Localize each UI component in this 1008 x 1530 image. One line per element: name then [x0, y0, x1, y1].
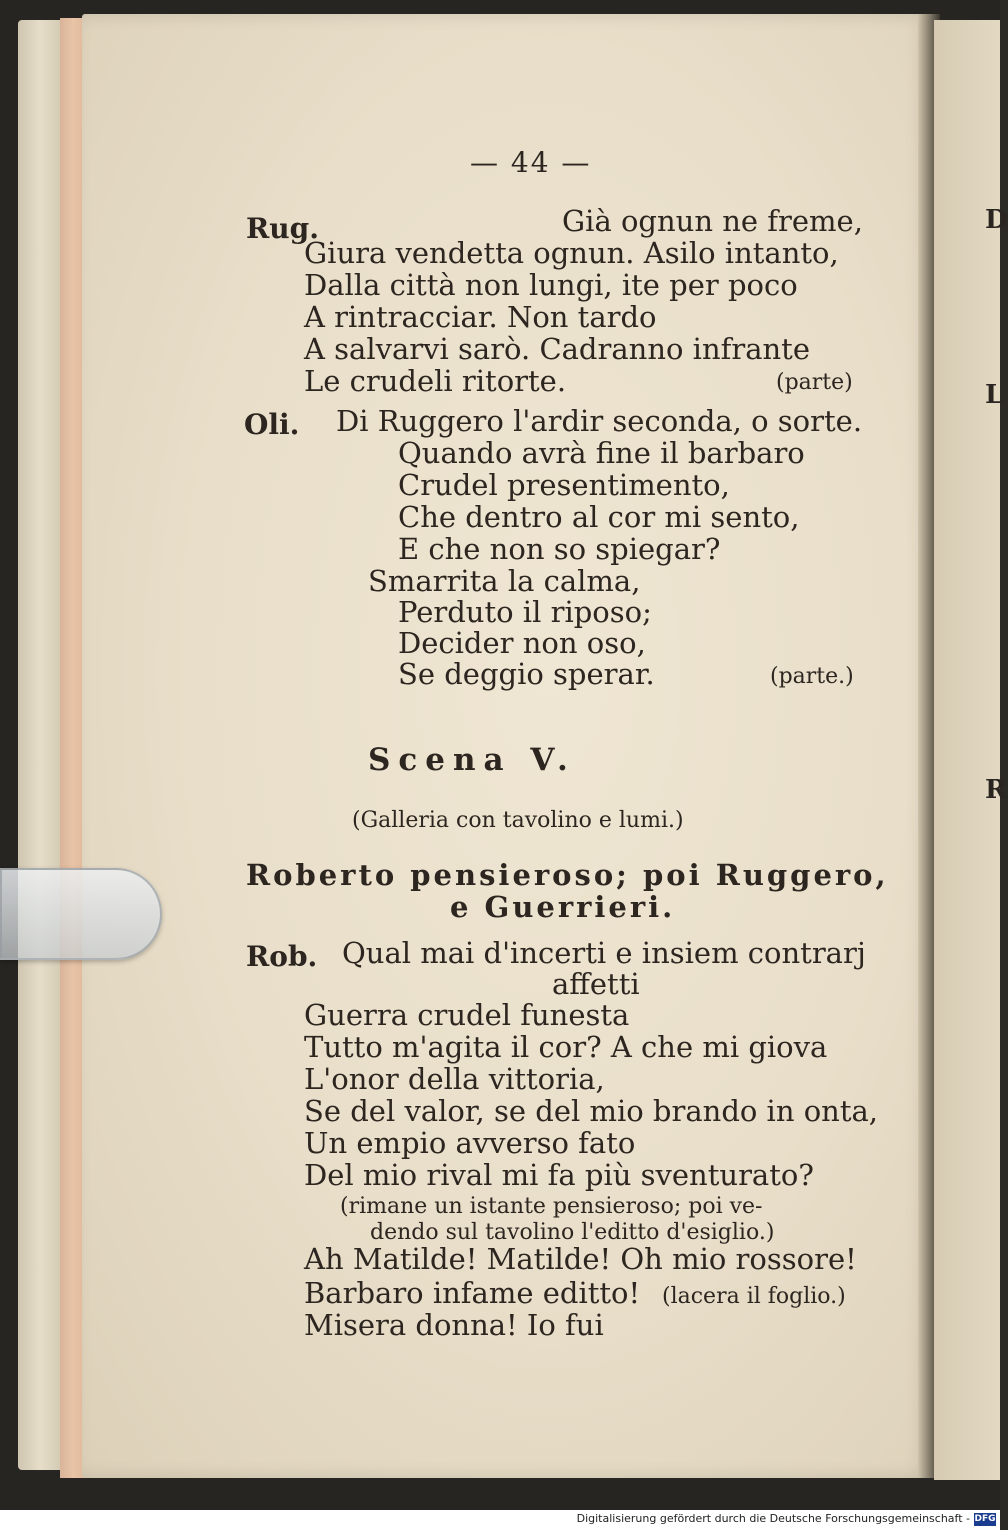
verse-line: Qual mai d'incerti e insiem contrarj — [342, 936, 866, 970]
verse-line: Un empio avverso fato — [304, 1126, 636, 1160]
verse-line: Tutto m'agita il cor? A che mi giova — [304, 1030, 828, 1064]
stage-direction: (parte.) — [770, 664, 854, 689]
speaker-oli: Oli. — [244, 408, 300, 441]
verse-line: Che dentro al cor mi sento, — [398, 500, 800, 534]
footer-credit: Digitalisierung gefördert durch die Deutsche Forschungsgemeinschaft - — [576, 1512, 970, 1525]
verse-line: Del mio rival mi fa più sventurato? — [304, 1158, 814, 1192]
verse-line: Guerra crudel funesta — [304, 998, 630, 1032]
verse-line: Decider non oso, — [398, 626, 646, 660]
stage-direction: (parte) — [776, 370, 853, 395]
verse-line: Di Ruggero l'ardir seconda, o sorte. — [336, 404, 863, 438]
speaker-rug: Rug. — [246, 212, 319, 245]
page-clip — [0, 868, 162, 960]
verse-line: Giura vendetta ognun. Asilo intanto, — [304, 236, 839, 270]
facing-page-glyph: R — [985, 775, 1007, 805]
footer-bar — [0, 1510, 1000, 1530]
stage-direction: (lacera il foglio.) — [662, 1284, 846, 1309]
verse-line: Le crudeli ritorte. — [304, 364, 567, 398]
facing-page-glyph: D — [985, 205, 1008, 235]
verse-line: A rintracciar. Non tardo — [304, 300, 657, 334]
verse-line: Crudel presentimento, — [398, 468, 730, 502]
verse-line: L'onor della vittoria, — [304, 1062, 605, 1096]
stage-direction: dendo sul tavolino l'editto d'esiglio.) — [370, 1220, 775, 1245]
scene-setting: (Galleria con tavolino e lumi.) — [352, 808, 684, 833]
verse-line: Già ognun ne freme, — [562, 204, 863, 238]
page-number: — 44 — — [470, 146, 592, 179]
facing-page — [934, 20, 1000, 1480]
verse-line: A salvarvi sarò. Cadranno infrante — [304, 332, 810, 366]
verse-line: Dalla città non lungi, ite per poco — [304, 268, 798, 302]
verse-line: Se del valor, se del mio brando in onta, — [304, 1094, 879, 1128]
verse-line: Perduto il riposo; — [398, 595, 652, 629]
verse-line: Misera donna! Io fui — [304, 1308, 604, 1342]
scene-characters: e Guerrieri. — [450, 890, 676, 924]
verse-line: E che non so spiegar? — [398, 532, 721, 566]
facing-page-glyph: L — [985, 380, 1004, 410]
verse-line: affetti — [552, 967, 640, 1001]
stage-direction: (rimane un istante pensieroso; poi ve- — [340, 1194, 763, 1219]
scene-characters: Roberto pensieroso; poi Ruggero, — [246, 858, 889, 892]
verse-line: Ah Matilde! Matilde! Oh mio rossore! — [304, 1242, 857, 1276]
verse-line: Barbaro infame editto! — [304, 1276, 641, 1310]
scene-title: Scena V. — [368, 742, 576, 778]
speaker-rob: Rob. — [246, 940, 318, 973]
dfg-logo: DFG — [974, 1514, 996, 1524]
verse-line: Se deggio sperar. — [398, 657, 655, 691]
verse-line: Smarrita la calma, — [368, 564, 641, 598]
verse-line: Quando avrà fine il barbaro — [398, 436, 805, 470]
